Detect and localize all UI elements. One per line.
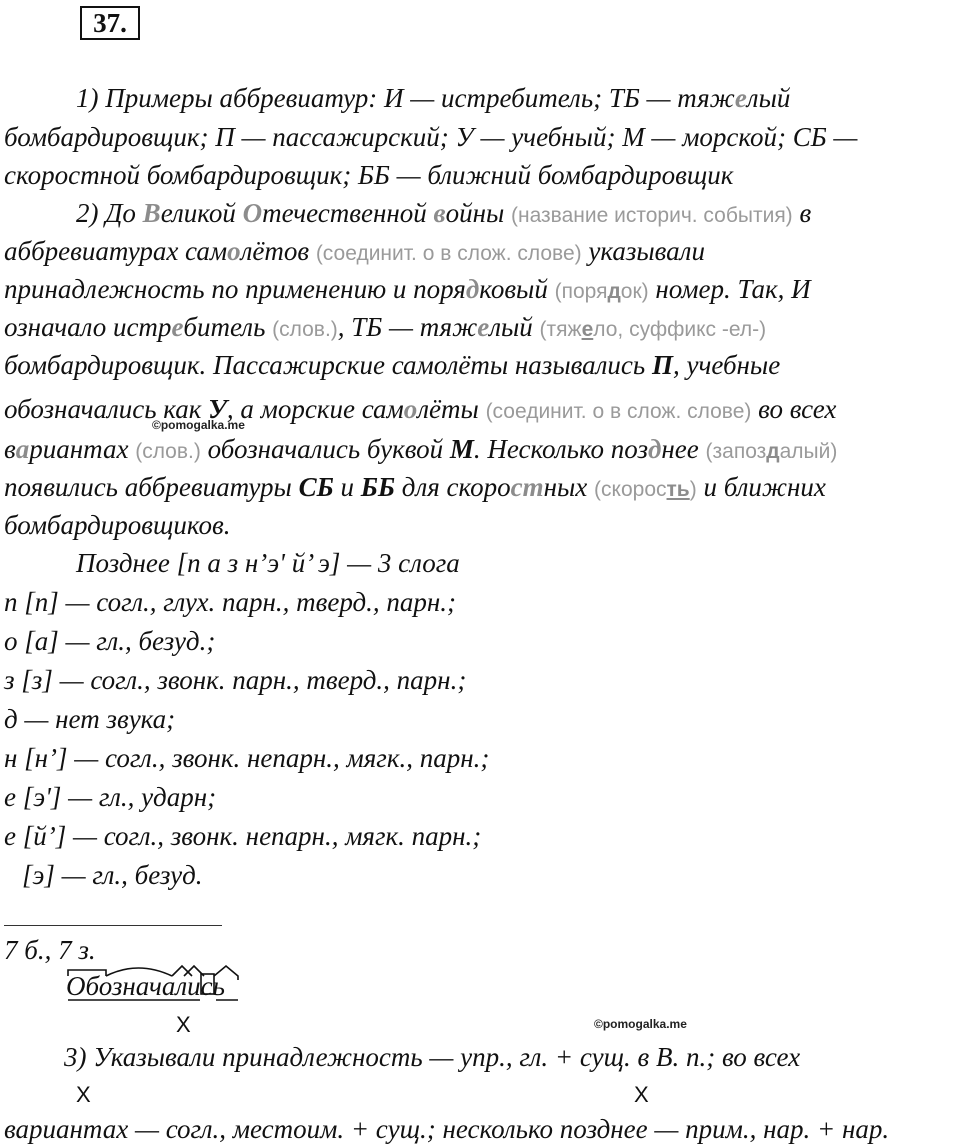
- para2-line8: появились аббревиатуры СБ и ББ для скоростных (скорость) и ближних: [4, 472, 826, 502]
- para2-line5: бомбардировщик. Пассажирские самолёты назывались П, учебные: [4, 350, 781, 380]
- para3-line2: вариантах — согл., местоим. + сущ.; несколько позднее — прим., нар. + нар.: [4, 1114, 890, 1144]
- grammar-x-mark: X: [176, 1012, 191, 1037]
- phonetic-row: [э] — гл., безуд.: [22, 860, 203, 890]
- watermark: ©pomogalka.me: [152, 418, 245, 432]
- para1-line2: бомбардировщик; П — пассажирский; У — учебный; М — морской; СБ —: [4, 122, 858, 152]
- para2-line6: обозначались как У, а морские самолёты (соединит. о в слож. слове) во всех: [4, 394, 837, 424]
- grammar-x-mark: X: [76, 1082, 91, 1107]
- watermark: ©pomogalka.me: [594, 1017, 687, 1031]
- task-number: 37.: [80, 6, 140, 40]
- para2-line7: вариантах (слов.) обозначались буквой М. Несколько позднее (запоздалый): [4, 434, 838, 464]
- para2-line4: означало истребитель (слов.), ТБ — тяжелый (тяжело, суффикс -ел-): [4, 312, 767, 342]
- separator-line: [4, 925, 222, 926]
- morpheme-word: Обозначались: [66, 971, 225, 1001]
- para2-line3: принадлежность по применению и порядковый (порядок) номер. Так, И: [4, 274, 811, 304]
- phonetic-row: е [й’] — согл., звонк. непарн., мягк. парн.;: [4, 821, 482, 851]
- phonetic-row: п [п] — согл., глух. парн., тверд., парн.;: [4, 587, 457, 617]
- phonetic-title: Позднее [п а з н’э' й’ э] — 3 слога: [76, 548, 460, 578]
- morpheme-analysis: [66, 962, 246, 1006]
- phonetic-row: н [н’] — согл., звонк. непарн., мягк., парн.;: [4, 743, 490, 773]
- para2-line2: аббревиатурах самолётов (соединит. о в слож. слове) указывали: [4, 236, 705, 266]
- letter-sound-count: 7 б., 7 з.: [4, 935, 96, 965]
- phonetic-row: з [з] — согл., звонк. парн., тверд., парн.;: [4, 665, 467, 695]
- para1-line3: скоростной бомбардировщик; ББ — ближний бомбардировщик: [4, 160, 734, 190]
- grammar-x-mark: X: [634, 1082, 649, 1107]
- para2-line1: 2) До Великой Отечественной войны (название историч. события) в: [76, 198, 812, 228]
- phonetic-row: е [э'] — гл., ударн;: [4, 782, 217, 812]
- para2-line9: бомбардировщиков.: [4, 510, 231, 540]
- phonetic-row: д — нет звука;: [4, 704, 176, 734]
- phonetic-row: о [а] — гл., безуд.;: [4, 626, 216, 656]
- para3-line1: 3) Указывали принадлежность — упр., гл. + сущ. в В. п.; во всех: [64, 1042, 801, 1072]
- para1-line1: 1) Примеры аббревиатур: И — истребитель; ТБ — тяжелый: [76, 83, 791, 113]
